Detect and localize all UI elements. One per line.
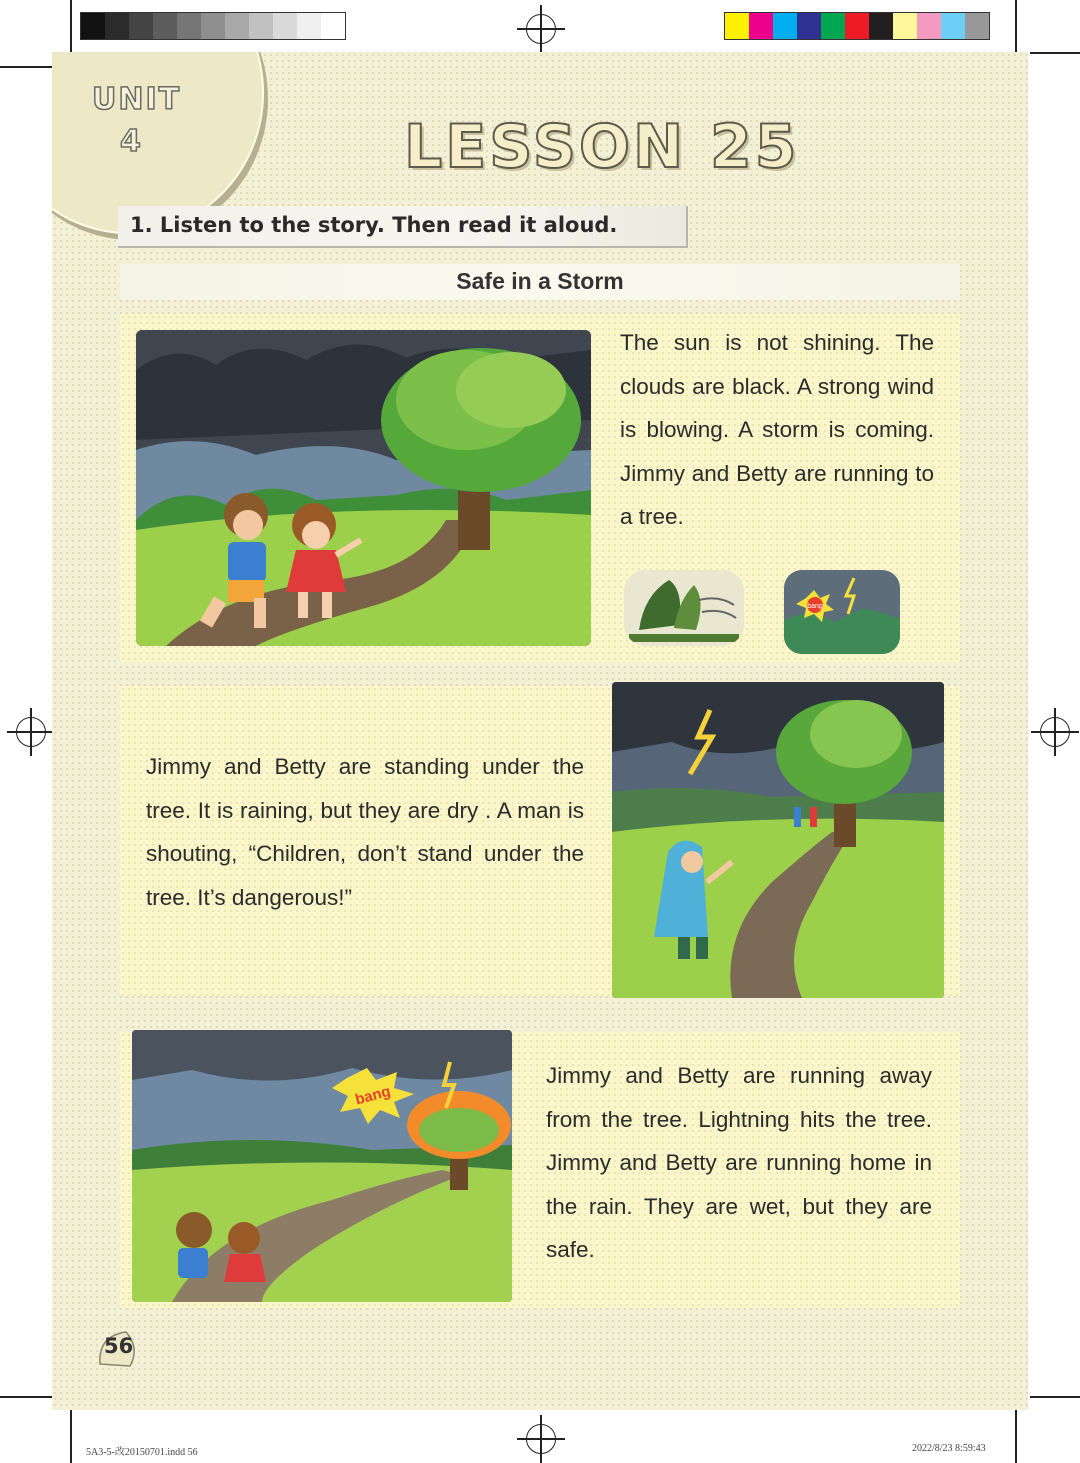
unit-number: 4 (120, 124, 141, 159)
crop-mark (0, 1396, 54, 1398)
registration-mark-left (16, 717, 46, 747)
gray-swatch (81, 13, 105, 39)
gray-swatch (225, 13, 249, 39)
gray-swatch (201, 13, 225, 39)
slug-timestamp: 2022/8/23 8:59:43 (912, 1443, 986, 1454)
color-swatch (821, 13, 845, 39)
illustration-lightning-hits-tree (132, 1030, 512, 1302)
bang-text: bang (353, 1082, 393, 1109)
color-swatch (917, 13, 941, 39)
story-paragraph-1: The sun is not shining. The clouds are black. A strong wind is blowing. A storm is coming. Jimmy and Betty are running to a tree. (620, 330, 934, 529)
unit-label: UNIT (92, 82, 182, 117)
gray-swatch (177, 13, 201, 39)
story-paragraph-2: Jimmy and Betty are standing under the tree. It is raining, but they are dry . A man is shouting, “Children, don’t stand under the tree. It’s dangerous!” (146, 754, 584, 910)
gray-swatch (273, 13, 297, 39)
story-paragraph-3: Jimmy and Betty are running away from the tree. Lightning hits the tree. Jimmy and Betty are running home in the rain. They are wet, but they are safe. (546, 1063, 932, 1262)
crop-mark (1030, 1396, 1080, 1398)
small-bang-text: bang (807, 603, 823, 610)
color-swatch (725, 13, 749, 39)
illustration-man-shouting (612, 682, 944, 998)
crop-mark (1015, 1410, 1017, 1463)
illustration-running-to-tree (136, 330, 591, 646)
color-swatch (941, 13, 965, 39)
gray-swatch (297, 13, 321, 39)
registration-mark-top (526, 14, 556, 44)
wind-icon (624, 570, 744, 646)
story-title-band (120, 264, 960, 300)
color-swatch (869, 13, 893, 39)
registration-mark-right (1040, 717, 1070, 747)
gray-swatch (129, 13, 153, 39)
color-swatch (773, 13, 797, 39)
registration-mark-bottom (526, 1424, 556, 1454)
crop-mark (0, 66, 54, 68)
lesson-title: LESSON 25 (404, 112, 800, 182)
color-swatch (965, 13, 989, 39)
crop-mark (1030, 52, 1080, 54)
instruction-text: 1. Listen to the story. Then read it aloud. (130, 213, 618, 237)
color-swatch (797, 13, 821, 39)
gray-swatch (321, 13, 345, 39)
gray-swatch (153, 13, 177, 39)
gray-swatch (105, 13, 129, 39)
color-calibration-bar (724, 12, 990, 40)
crop-mark (1015, 0, 1017, 56)
lightning-icon (784, 570, 900, 654)
grayscale-calibration-bar (80, 12, 346, 40)
color-swatch (893, 13, 917, 39)
color-swatch (749, 13, 773, 39)
slug-file-info: 5A3-5-改20150701.indd 56 (86, 1447, 198, 1458)
page-number: 56 (104, 1334, 134, 1358)
story-title: Safe in a Storm (456, 268, 624, 294)
crop-mark (70, 1410, 72, 1463)
color-swatch (845, 13, 869, 39)
gray-swatch (249, 13, 273, 39)
instruction-bar (118, 206, 688, 248)
